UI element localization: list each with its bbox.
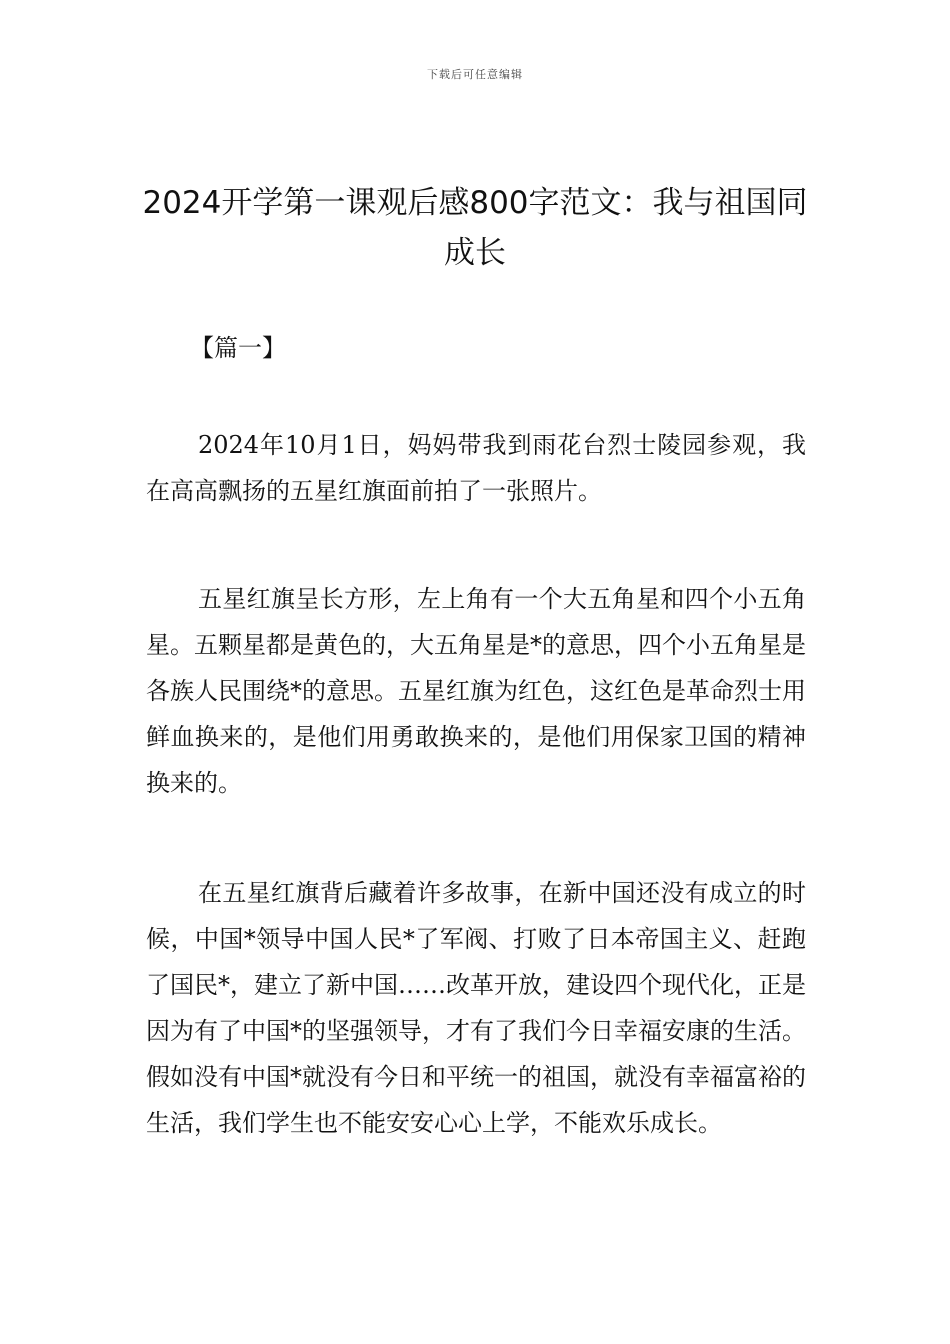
paragraph-3: 在五星红旗背后藏着许多故事，在新中国还没有成立的时候，中国*领导中国人民*了军阀、打败了日本帝国主义、赶跑了国民*，建立了新中国……改革开放，建设四个现代化，正是因为有了中国*的坚强领导，才有了我们今日幸福安康的生活。假如没有中国*就没有今日和平统一的祖国，就没有幸福富裕的生活，我们学生也不能安安心心上学，不能欢乐成长。	[146, 879, 806, 1137]
document-title: 2024开学第一课观后感800字范文：我与祖国同成长	[142, 185, 808, 271]
paragraph-2: 五星红旗呈长方形，左上角有一个大五角星和四个小五角星。五颗星都是黄色的，大五角星是*的意思，四个小五角星是各族人民围绕*的意思。五星红旗为红色，这红色是革命烈士用鲜血换来的，是他们用勇敢换来的，是他们用保家卫国的精神换来的。	[146, 585, 806, 797]
header-note: 下载后可任意编辑	[427, 68, 523, 81]
section-label: 【篇一】	[190, 334, 286, 362]
paragraph-1: 2024年10月1日，妈妈带我到雨花台烈士陵园参观，我在高高飘扬的五星红旗面前拍了一张照片。	[146, 431, 806, 505]
